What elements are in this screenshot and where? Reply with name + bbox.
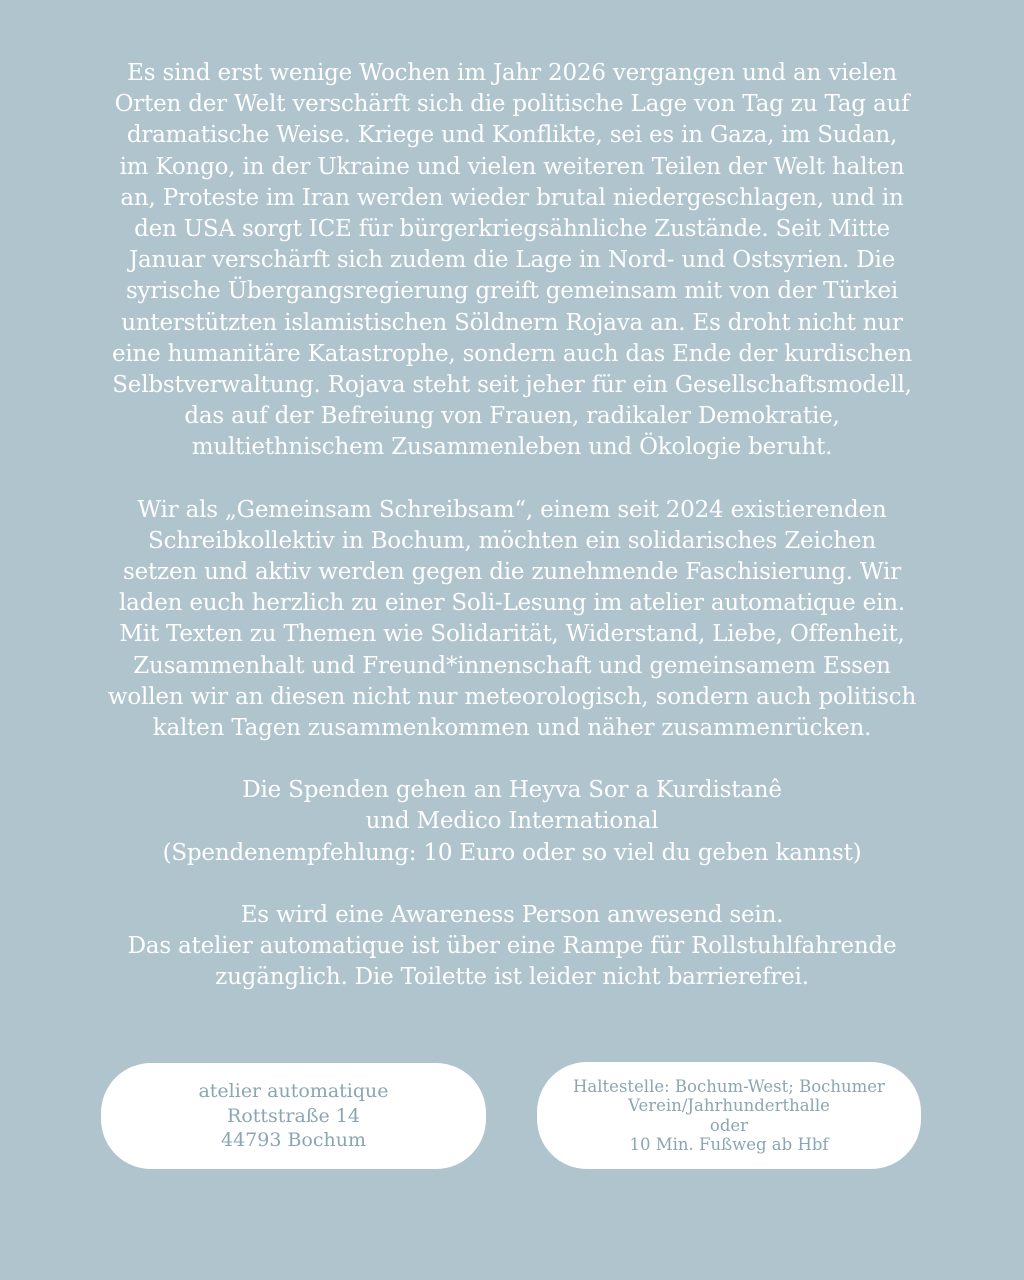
text-line: und Medico International [365,808,659,835]
venue-city: 44793 Bochum [220,1129,366,1152]
text-line: syrische Übergangsregierung greift gemeinsam mit von der Türkei [125,278,899,305]
text-line: Das atelier automatique ist über eine Rampe für Rollstuhlfahrende [127,933,897,960]
text-line: multiethnischem Zusammenleben und Ökologie beruht. [191,434,833,461]
text-line: zugänglich. Die Toilette ist leider nicht barrierefrei. [215,964,809,991]
transit-line: 10 Min. Fußweg ab Hbf [629,1135,829,1154]
text-line: Die Spenden gehen an Heyva Sor a Kurdistanê [242,777,782,804]
text-line: unterstützten islamistischen Söldnern Rojava an. Es droht nicht nur [121,309,903,336]
text-line: Schreibkollektiv in Bochum, möchten ein solidarisches Zeichen [148,527,876,554]
text-line: im Kongo, in der Ukraine und vielen weiteren Teilen der Welt halten [119,153,905,180]
text-line: eine humanitäre Katastrophe, sondern auch das Ende der kurdischen [111,340,913,367]
flyer-body [40,58,984,1024]
text-line: an, Proteste im Iran werden wieder brutal niedergeschlagen, und in [120,184,904,211]
donation-paragraph [40,775,984,869]
transit-line: oder [709,1115,749,1135]
text-line: wollen wir an diesen nicht nur meteorologisch, sondern auch politisch [107,683,917,710]
text-line: setzen und aktiv werden gegen die zunehmende Faschisierung. Wir [122,559,901,586]
venue-name: atelier automatique [198,1080,389,1103]
intro-paragraph [40,58,984,464]
text-line: Zusammenhalt und Freund*innenschaft und gemeinsamem Essen [133,652,891,679]
transit-line: Haltestelle: Bochum-West; Bochumer [573,1076,885,1096]
transit-line: Verein/Jahrhunderthalle [628,1096,830,1115]
accessibility-paragraph [40,900,984,994]
text-line: Januar verschärft sich zudem die Lage in Nord- und Ostsyrien. Die [128,247,896,274]
text-line: kalten Tagen zusammenkommen und näher zusammenrücken. [152,715,872,742]
text-line: Wir als „Gemeinsam Schreibsam“, einem seit 2024 existierenden [137,496,887,523]
text-line: (Spendenempfehlung: 10 Euro oder so viel du geben kannst) [162,839,862,866]
text-line: dramatische Weise. Kriege und Konflikte, sei es in Gaza, im Sudan, [126,122,898,149]
text-line: Es sind erst wenige Wochen im Jahr 2026 vergangen und an vielen [127,60,897,86]
invitation-paragraph [40,495,984,745]
text-line: Selbstverwaltung. Rojava steht seit jeher für ein Gesellschaftsmodell, [112,372,912,399]
text-line: Es wird eine Awareness Person anwesend sein. [240,901,784,928]
text-line: das auf der Befreiung von Frauen, radikaler Demokratie, [184,403,840,430]
venue-street: Rottstraße 14 [227,1104,360,1127]
text-line: Mit Texten zu Themen wie Solidarität, Widerstand, Liebe, Offenheit, [119,621,905,648]
address-pill [101,1063,486,1169]
text-line: den USA sorgt ICE für bürgerkriegsähnliche Zustände. Seit Mitte [134,216,890,243]
text-line: Orten der Welt verschärft sich die politische Lage von Tag zu Tag auf [114,91,910,118]
transit-pill [537,1062,921,1169]
text-line: laden euch herzlich zu einer Soli-Lesung im atelier automatique ein. [119,590,905,617]
